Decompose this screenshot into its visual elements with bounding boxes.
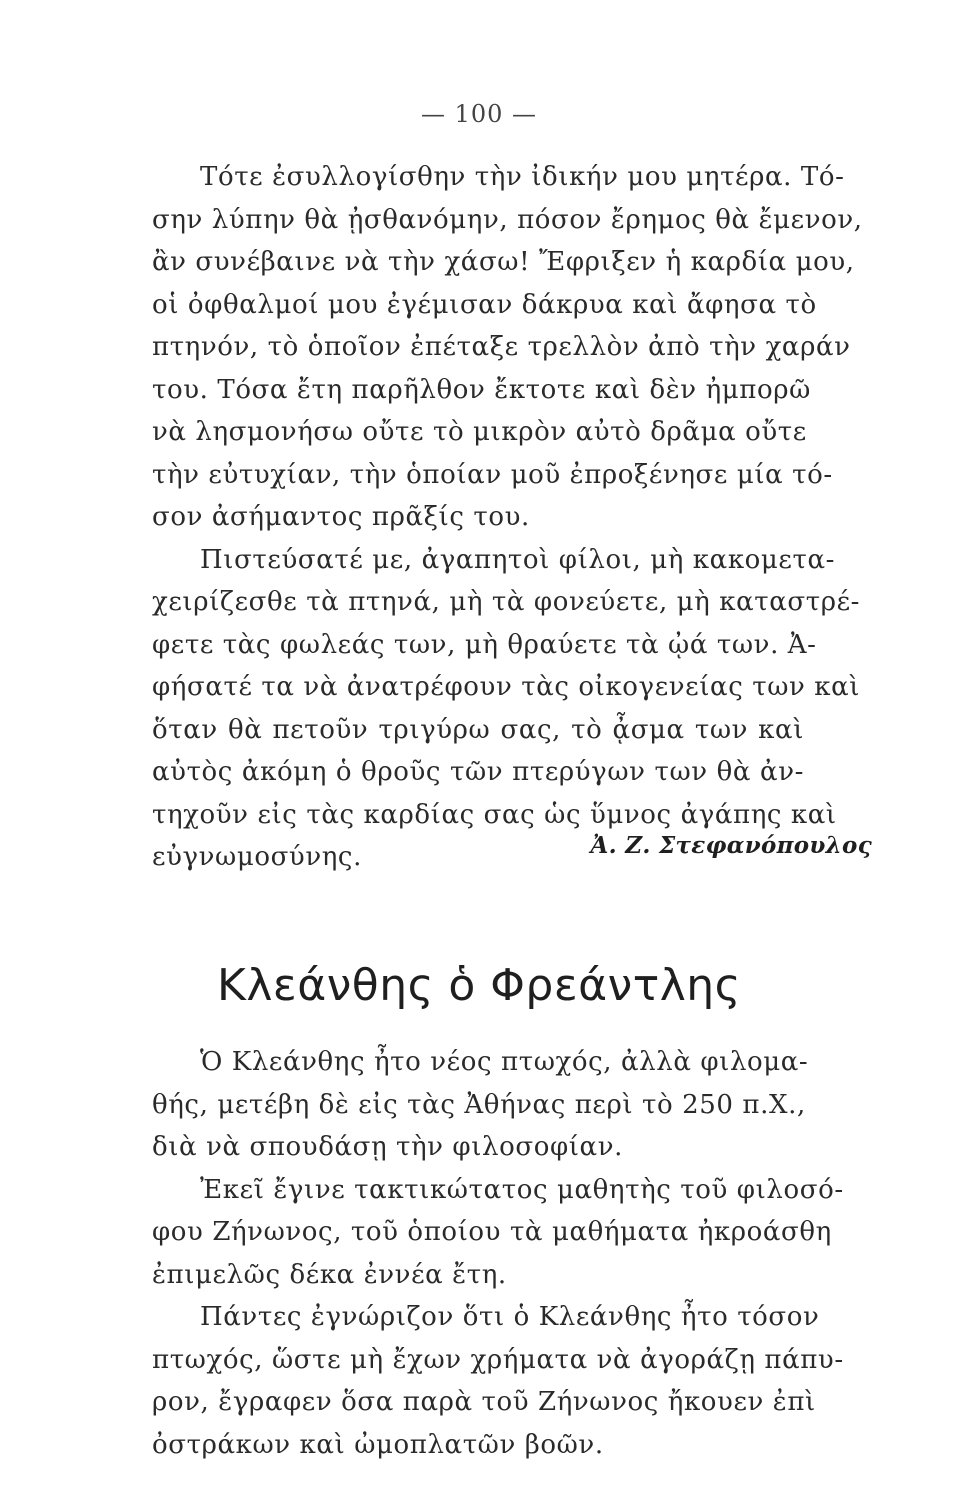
- text-line: Ἐκεῖ ἔγινε τακτικώτατος μαθητὴς τοῦ φιλοσό-: [200, 1174, 844, 1205]
- text-line: σην λύπην θὰ ᾐσθανόμην, πόσον ἔρημος θὰ ἔμενον,: [152, 204, 863, 235]
- text-line: Πιστεύσατέ με, ἀγαπητοὶ φίλοι, μὴ κακομετα-: [200, 544, 836, 575]
- text-line: Τότε ἐσυλλογίσθην τὴν ἰδικήν μου μητέρα. Τό-: [200, 162, 845, 192]
- text-line: πτωχός, ὥστε μὴ ἔχων χρήματα νὰ ἀγοράζῃ πάπυ-: [152, 1344, 844, 1375]
- text-line: φήσατέ τα νὰ ἀνατρέφουν τὰς οἰκογενείας των καὶ: [152, 672, 861, 702]
- text-line: οἱ ὀφθαλμοί μου ἐγέμισαν δάκρυα καὶ ἄφησα τὸ: [152, 289, 817, 320]
- text-line: ρον, ἔγραφεν ὅσα παρὰ τοῦ Ζήνωνος ἤκουεν ἐπὶ: [152, 1387, 816, 1417]
- section-heading: Κλεάνθης ὁ Φρεάντλης: [217, 960, 741, 1011]
- text-line: χειρίζεσθε τὰ πτηνά, μὴ τὰ φονεύετε, μὴ καταστρέ-: [152, 587, 861, 617]
- text-line: ἐπιμελῶς δέκα ἐννέα ἔτη.: [152, 1259, 507, 1290]
- text-line: εὐγνωμοσύνης.: [152, 842, 362, 872]
- page-number: — 100 —: [420, 100, 538, 128]
- text-line: τὴν εὐτυχίαν, τὴν ὁποίαν μοῦ ἐπροξένησε μία τό-: [152, 459, 833, 490]
- text-line: αὐτὸς ἀκόμη ὁ θροῦς τῶν πτερύγων των θὰ ἀν-: [152, 757, 804, 787]
- text-line: ὅταν θὰ πετοῦν τριγύρω σας, τὸ ᾆσμα των καὶ: [152, 714, 804, 745]
- text-line: φετε τὰς φωλεάς των, μὴ θραύετε τὰ ᾠά των. Ἀ-: [152, 629, 817, 660]
- article-1-body: [152, 156, 863, 879]
- text-line: Πάντες ἐγνώριζον ὅτι ὁ Κλεάνθης ἦτο τόσον: [200, 1302, 820, 1332]
- text-line: Ὁ Κλεάνθης ἦτο νέος πτωχός, ἀλλὰ φιλομα-: [200, 1047, 809, 1077]
- text-line: τηχοῦν εἰς τὰς καρδίας σας ὡς ὕμνος ἀγάπης καὶ: [152, 799, 837, 830]
- article-2-body: [152, 1041, 844, 1466]
- text-line: του. Τόσα ἔτη παρῆλθον ἔκτοτε καὶ δὲν ἠμπορῶ: [152, 374, 811, 405]
- text-line: θής, μετέβη δὲ εἰς τὰς Ἀθήνας περὶ τὸ 250 π.Χ.,: [152, 1089, 806, 1120]
- text-line: ὀστράκων καὶ ὠμοπλατῶν βοῶν.: [152, 1429, 604, 1460]
- text-line: νὰ λησμονήσω οὔτε τὸ μικρὸν αὐτὸ δρᾶμα οὔτε: [152, 417, 807, 447]
- text-line: σον ἀσήμαντος πρᾶξίς του.: [152, 502, 530, 532]
- text-line: ἂν συνέβαινε νὰ τὴν χάσω! Ἔφριξεν ἡ καρδία μου,: [152, 247, 855, 277]
- text-line: διὰ νὰ σπουδάσῃ τὴν φιλοσοφίαν.: [152, 1132, 623, 1162]
- author-signature: Ἀ. Ζ. Στεφανόπουλος: [590, 832, 872, 859]
- text-line: πτηνόν, τὸ ὁποῖον ἐπέταξε τρελλὸν ἀπὸ τὴν χαράν: [152, 332, 851, 362]
- text-line: φου Ζήνωνος, τοῦ ὁποίου τὰ μαθήματα ἠκροάσθη: [152, 1217, 832, 1247]
